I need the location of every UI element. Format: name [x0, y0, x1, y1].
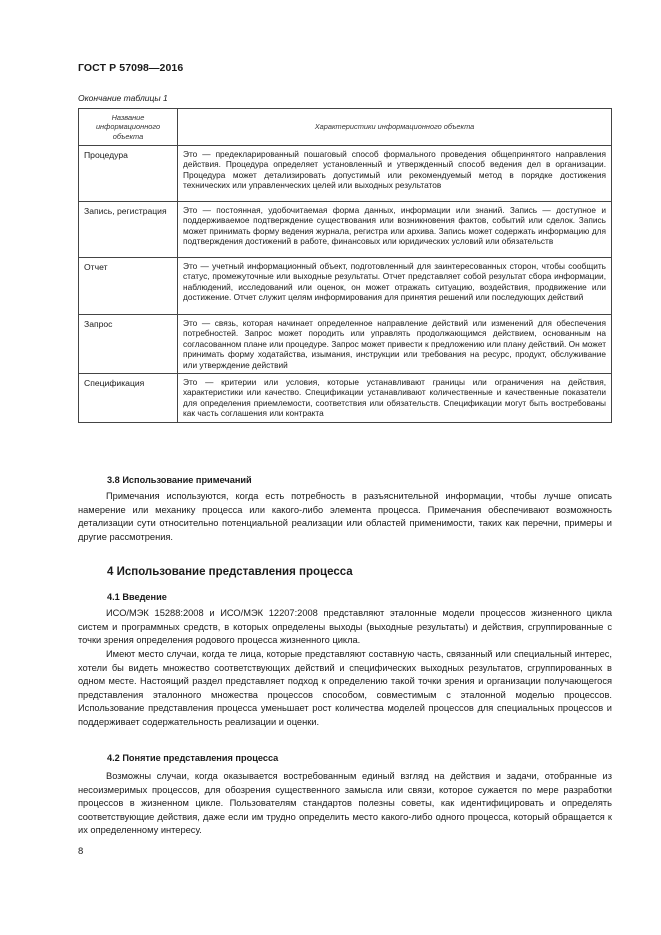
table-row: [79, 202, 612, 258]
object-name: Процедура: [79, 146, 178, 202]
object-name: Спецификация: [79, 374, 178, 423]
info-objects-table: [78, 108, 612, 423]
table-row: [79, 258, 612, 315]
object-name: Запись, регистрация: [79, 202, 178, 258]
section-3-8-paragraph: Примечания используются, когда есть потребность в разъяснительной информации, чтобы лучше описать намерение или механику процесса или какого-либо элемента процесса. Примечания обеспечивают возможность детализации сути относительно потенциальной реализации или областей применимости, таких как перечни, примеры и другие рассмотрения.: [78, 491, 612, 542]
document-header: ГОСТ Р 57098—2016: [78, 62, 184, 74]
object-description: Это — учетный информационный объект, подготовленный для заинтересованных сторон, чтобы сообщить статус, промежуточные или выходные результаты. Отчет представляет собой результат сбора информации, наблюдений, исследований или оценок, он может отражать ситуацию, воздействия, продвижение или достижение. Отчет служит целям информирования для принятия решений или последующих действий: [178, 258, 612, 315]
section-4-2-paragraph: Возможны случаи, когда оказывается востребованным единый взгляд на действия и задачи, отобранные из несоизмеримых процессов, для обозрения существенного замысла или связи, которое сужается по мере разработки процессов в жизненном цикле. Пользователям стандартов полезны советы, как идентифицировать и определять соответствующие действия, даже если им трудно определить место какого-либо одного процесса, который обращается к их определенному интересу.: [78, 771, 612, 836]
object-name: Запрос: [79, 315, 178, 374]
table-row: [79, 374, 612, 423]
column-header-characteristics: Характеристики информационного объекта: [178, 109, 612, 146]
section-3-8-heading: 3.8 Использование примечаний: [107, 475, 252, 485]
table-header-row: [79, 109, 612, 146]
column-header-name: Название информационного объекта: [79, 109, 178, 146]
object-description: Это — связь, которая начинает определенное направление действий или изменений для обеспечения потребностей. Запрос может породить или управлять продолжающимся действием, основанным на согласованном плане или процедуре. Запрос может привести к предложению или плану действий. Он может принимать форму ходатайства, изымания, инструкции или требования на ресурс, продукт, обслуживание или утверждение действий: [178, 315, 612, 374]
table-row: [79, 315, 612, 374]
section-4-1-heading: 4.1 Введение: [107, 592, 167, 602]
object-description: Это — постоянная, удобочитаемая форма данных, информации или знаний. Запись — доступное и поддерживаемое подтверждение существования или возникновения фактов, событий или сделок. Запись может принимать форму ведения журнала, регистра или архива. Запись может содержать информацию для подтверждения достижений в работе, финансовых или юридических условий или обязательств: [178, 202, 612, 258]
section-4-1-paragraph-1: ИСО/МЭК 15288:2008 и ИСО/МЭК 12207:2008 представляют эталонные модели процессов жизненного цикла систем и программных средств, в которых определены выходы (выходные результаты) и действия, сгруппированные с точки зрения определения родового процесса жизненного цикла.: [78, 608, 612, 646]
table-row: [79, 146, 612, 202]
object-description: Это — предекларированный пошаговый способ формального проведения общепринятого направления действия. Процедура определяет установленный и утвержденный способ ведения дел в организации. Процедура может детализировать допустимый или рекомендуемый метод в порядке достижения технических или управленческих целей или выходных результатов: [178, 146, 612, 202]
table-caption: Окончание таблицы 1: [78, 93, 168, 103]
object-name: Отчет: [79, 258, 178, 315]
page-number: 8: [78, 846, 84, 857]
section-4-2-heading: 4.2 Понятие представления процесса: [107, 753, 279, 763]
section-4-heading: 4 Использование представления процесса: [107, 566, 353, 578]
object-description: Это — критерии или условия, которые устанавливают границы или ограничения на действия, характеристики или качество. Спецификации устанавливают количественные и качественные показатели для определения приемлемости, соответствия или обязательств. Спецификации могут быть востребованы как часть соглашения или контракта: [178, 374, 612, 423]
section-4-1-paragraph-2: Имеют место случаи, когда те лица, которые представляют составную часть, связанный или специальный интерес, хотели бы видеть множество соответствующих действий и специфических выходных результатов, сгруппированных в одном месте. Настоящий раздел представляет подход к определению такой точки зрения и организации получающегося представления эталонного множества процессов способом, совместимым с эталонной моделью процессов. Использование представления процесса уменьшает рост количества моделей процессов для специальных процессов и поддерживает содержательность реализации и оценки.: [78, 649, 612, 727]
